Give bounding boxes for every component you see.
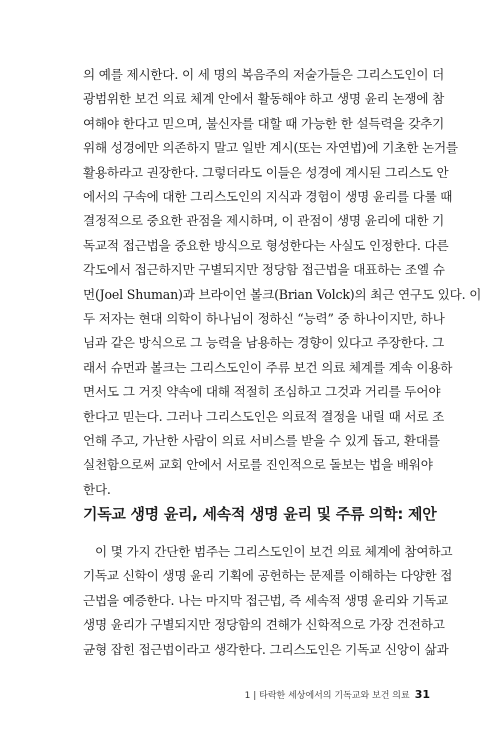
text-line: 결정적으로 중요한 관점을 제시하며, 이 관점이 생명 윤리에 대한 기 <box>83 213 445 229</box>
text-line: 여해야 한다고 믿으며, 불신자를 대할 때 가능한 한 설득력을 갖추기 <box>83 115 445 131</box>
text-line: 언해 주고, 가난한 사람이 의료 서비스를 받을 수 있게 돕고, 환대를 <box>83 433 440 448</box>
text-line: 독교적 접근법을 중요한 방식으로 형성한다는 사실도 인정한다. 다른 <box>83 237 449 253</box>
text-line: 광범위한 보건 의료 체계 안에서 활동해야 하고 생명 윤리 논쟁에 참 <box>83 91 445 107</box>
text-line: 근법을 예증한다. 나는 마지막 접근법, 즉 세속적 생명 윤리와 기독교 <box>83 592 448 608</box>
page-footer <box>245 688 430 703</box>
text-line: 각도에서 접근하지만 구별되지만 정당함 접근법을 대표하는 조엘 슈 <box>83 262 445 278</box>
section-heading: 기독교 생명 윤리, 세속적 생명 윤리 및 주류 의학: 제안 <box>83 505 437 523</box>
text-line: 이 몇 가지 간단한 범주는 그리스도인이 보건 의료 체계에 참여하고 <box>95 544 453 559</box>
text-line: 한다고 믿는다. 그러나 그리스도인은 의료적 결정을 내릴 때 서로 조 <box>83 408 445 424</box>
text-line: 위해 성경에만 의존하지 말고 일반 계시(또는 자연법)에 기초한 논거를 <box>83 140 458 156</box>
text-line: 기독교 신학이 생명 윤리 기획에 공헌하는 문제를 이해하는 다양한 접 <box>83 568 453 584</box>
text-line: 면서도 그 거짓 약속에 대해 적절히 조심하고 그것과 거리를 두어야 <box>83 384 441 400</box>
text-line: 실천함으로써 교회 안에서 서로를 진인적으로 돌보는 법을 배워야 <box>83 457 433 473</box>
text-line: 에서의 구속에 대한 그리스도인의 지식과 경험이 생명 윤리를 다룰 때 <box>83 189 453 204</box>
text-line: 래서 슈먼과 볼크는 그리스도인이 주류 보건 의료 체계를 계속 이용하 <box>83 359 453 375</box>
text-line: 두 저자는 현대 의학이 하나님이 정하신 “능력” 중 하나이지만, 하나 <box>83 311 445 326</box>
text-line: 균형 잡힌 접근법이라고 생각한다. 그리스도인은 기독교 신앙이 삶과 <box>83 641 449 657</box>
text-line: 생명 윤리가 구별되지만 정당함의 견해가 신학적으로 가장 건전하고 <box>83 617 445 633</box>
text-line: 활용하라고 권장한다. 그렇더라도 이들은 성경에 계시된 그리스도 안 <box>83 164 449 180</box>
text-line: 의 예를 제시한다. 이 세 명의 복음주의 저술가들은 그리스도인이 더 <box>83 67 445 82</box>
text-line: 먼(Joel Shuman)과 브라이언 볼크(Brian Volck)의 최근 연구도 있다. 이 <box>83 286 482 302</box>
page-number: 31 <box>414 688 430 701</box>
text-line: 한다. <box>83 481 111 497</box>
text-line: 님과 같은 방식으로 그 능력을 남용하는 경향이 있다고 주장한다. 그 <box>83 335 445 351</box>
running-title: 1 | 타락한 세상에서의 기독교와 보건 의료 <box>244 691 410 701</box>
